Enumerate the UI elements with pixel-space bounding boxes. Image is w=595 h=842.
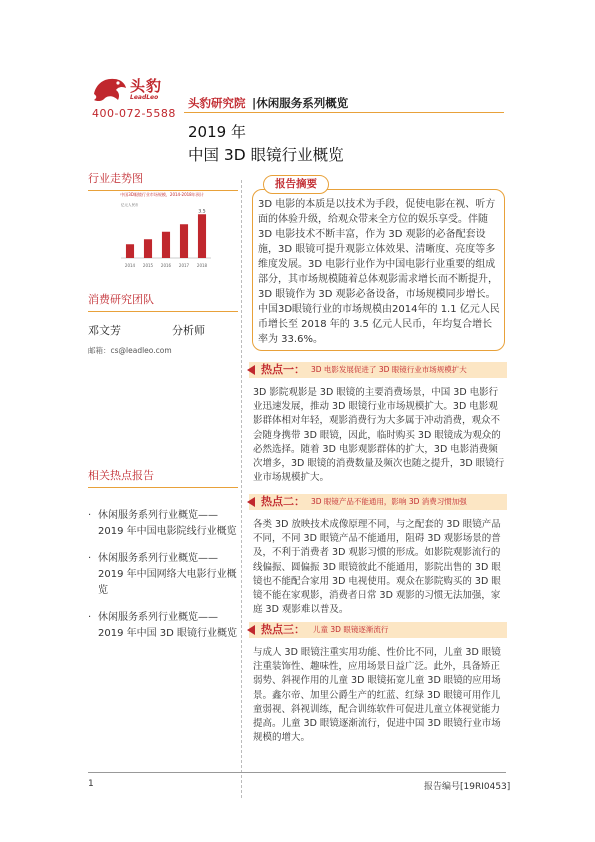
column-divider: [241, 180, 242, 798]
abstract-text: 3D 电影的本质是以技术为手段，促使电影在视、听方面的体验升级，给观众带来全方位的娱乐享受。伴随 3D 电影技术不断丰富，作为 3D 观影的必备配套设施，3D 眼镜可提升观影立体效果、清晰度、亮度等多维度发展。3D 电影行业作为中国电影行业重要的组成部分，其市场规模随着总体观影需求增长而不断提升，3D 眼镜作为 3D 观影必备设备，市场规模同步增长。中国3D眼镜行业的市场规模由2014年的 1.1 亿元人民币增长至 2018 年的 3.5 亿元人民币，年均复合增长率为 33.6%。: [258, 199, 500, 345]
page-number: 1: [88, 779, 94, 789]
triangle-left-icon: [247, 365, 255, 375]
hotspot-3-text: 与成人 3D 眼镜注重实用功能、性价比不同，儿童 3D 眼镜注重装饰性、趣味性，应用场景日益广泛。此外，具备矫正弱势、斜视作用的儿童 3D 眼镜拓宽儿童 3D 眼镜的应用场景。鑫尔帝、加里公爵生产的红蓝、红绿 3D 眼镜可用作儿童弱视、斜视训练，配合训练软件可促进儿童立体视觉能力提高。儿童 3D 眼镜逐渐流行，促进中国 3D 眼镜行业市场规模的增大。: [253, 647, 501, 744]
chart-tick-label: 2017: [178, 263, 190, 268]
brand-phone: 400-072-5588: [92, 107, 176, 120]
report-number: 报告编号[19RI0453]: [424, 782, 511, 792]
hotspot-label: 热点二：: [261, 495, 305, 508]
analyst-email[interactable]: 邮箱：cs@leadleo.com: [88, 346, 172, 355]
hotspot-label: 热点一：: [261, 363, 305, 376]
bullet-icon: ·: [88, 612, 92, 623]
header-rule: [184, 112, 504, 113]
brand-logo: [92, 74, 167, 106]
chart-bar: [198, 214, 206, 258]
related-list: [88, 508, 238, 653]
trend-chart-svg: [107, 200, 217, 270]
chart-title: 中国3D眼镜行业市场规模，2014-2018年预计: [120, 192, 204, 197]
trend-heading: 行业走势图: [88, 170, 238, 191]
triangle-left-icon: [247, 625, 255, 635]
report-year: 2019 年: [188, 123, 246, 141]
hotspot-subtitle: 3D 电影发展促进了 3D 眼镜行业市场规模扩大: [311, 365, 467, 374]
chart-data-label: 3.5: [198, 209, 206, 215]
chart-tick-label: 2015: [142, 263, 154, 268]
brand-name-cn: 头豹: [130, 77, 163, 95]
brand-name-en: LeadLeo: [130, 94, 159, 101]
chart-tick-label: 2014: [124, 263, 136, 268]
bullet-icon: ·: [88, 553, 92, 564]
chart-tick-label: 2018: [196, 263, 208, 268]
hotspot-1-header: [249, 362, 507, 378]
trend-chart: [107, 192, 217, 274]
report-title: 中国 3D 眼镜行业概览: [188, 146, 344, 164]
chart-bar: [162, 232, 170, 258]
header-series: |休闲服务系列概览: [252, 96, 349, 110]
chart-tick-label: 2016: [160, 263, 172, 268]
abstract-label: 报告摘要: [263, 175, 329, 194]
hotspot-2-header: [249, 494, 507, 510]
chart-bar: [180, 224, 188, 258]
related-item-text: 休闲服务系列行业概览——2019 年中国 3D 眼镜行业概览: [98, 612, 238, 639]
chart-unit-label: 亿元人民币: [121, 203, 139, 207]
hotspot-2-text: 各类 3D 放映技术成像原理不同，与之配套的 3D 眼镜产品不同，不同 3D 眼镜产品不能通用，阻碍 3D 观影场景的普及，不利于消费者 3D 观影习惯的形成。如影院观影流行的线偏振、圆偏振 3D 眼镜彼此不能通用，影院出售的 3D 眼镜也不能配合家用 3D 电视使用。观众在影院购买的 3D 眼镜不能在家观影，消费者日常 3D 观影的习惯无法加强，家庭 3D 观影难以普及。: [253, 519, 501, 616]
related-item[interactable]: [88, 610, 238, 642]
analyst-name: 邓文芳: [88, 324, 121, 337]
triangle-left-icon: [247, 497, 255, 507]
bullet-icon: ·: [88, 510, 92, 521]
chart-bar: [144, 239, 152, 258]
related-heading: 相关热点报告: [88, 467, 238, 488]
leopard-logo-icon: [92, 74, 128, 104]
hotspot-label: 热点三：: [261, 623, 305, 636]
hotspot-subtitle: 儿童 3D 眼镜逐渐流行: [313, 625, 389, 634]
related-item-text: 休闲服务系列行业概览——2019 年中国电影院线行业概览: [98, 510, 237, 537]
analyst-role: 分析师: [172, 324, 205, 337]
related-item-text: 休闲服务系列行业概览——2019 年中国网络大电影行业概览: [98, 553, 237, 596]
related-item[interactable]: [88, 508, 238, 540]
header-org: 头豹研究院: [188, 96, 246, 110]
chart-bar: [126, 244, 134, 258]
hotspot-subtitle: 3D 眼镜产品不能通用，影响 3D 消费习惯加强: [311, 497, 467, 506]
footer-rule: [88, 772, 506, 773]
team-heading: 消费研究团队: [88, 291, 238, 312]
hotspot-3-header: [249, 622, 507, 638]
related-item[interactable]: [88, 551, 238, 599]
hotspot-1-text: 3D 影院观影是 3D 眼镜的主要消费场景，中国 3D 电影行业迅速发展，推动 3D 眼镜行业市场规模扩大。3D 电影观影群体相对年轻，观影消费行为大多属于冲动消费，观众不会随身携带 3D 眼镜，因此，临时购买 3D 眼镜成为观众的必然选择。随着 3D 电影观影群体的扩大，3D 电影消费频次增多，3D 眼镜的消费数量及频次也随之提升，3D 眼镜行业市场规模扩大。: [253, 387, 505, 484]
